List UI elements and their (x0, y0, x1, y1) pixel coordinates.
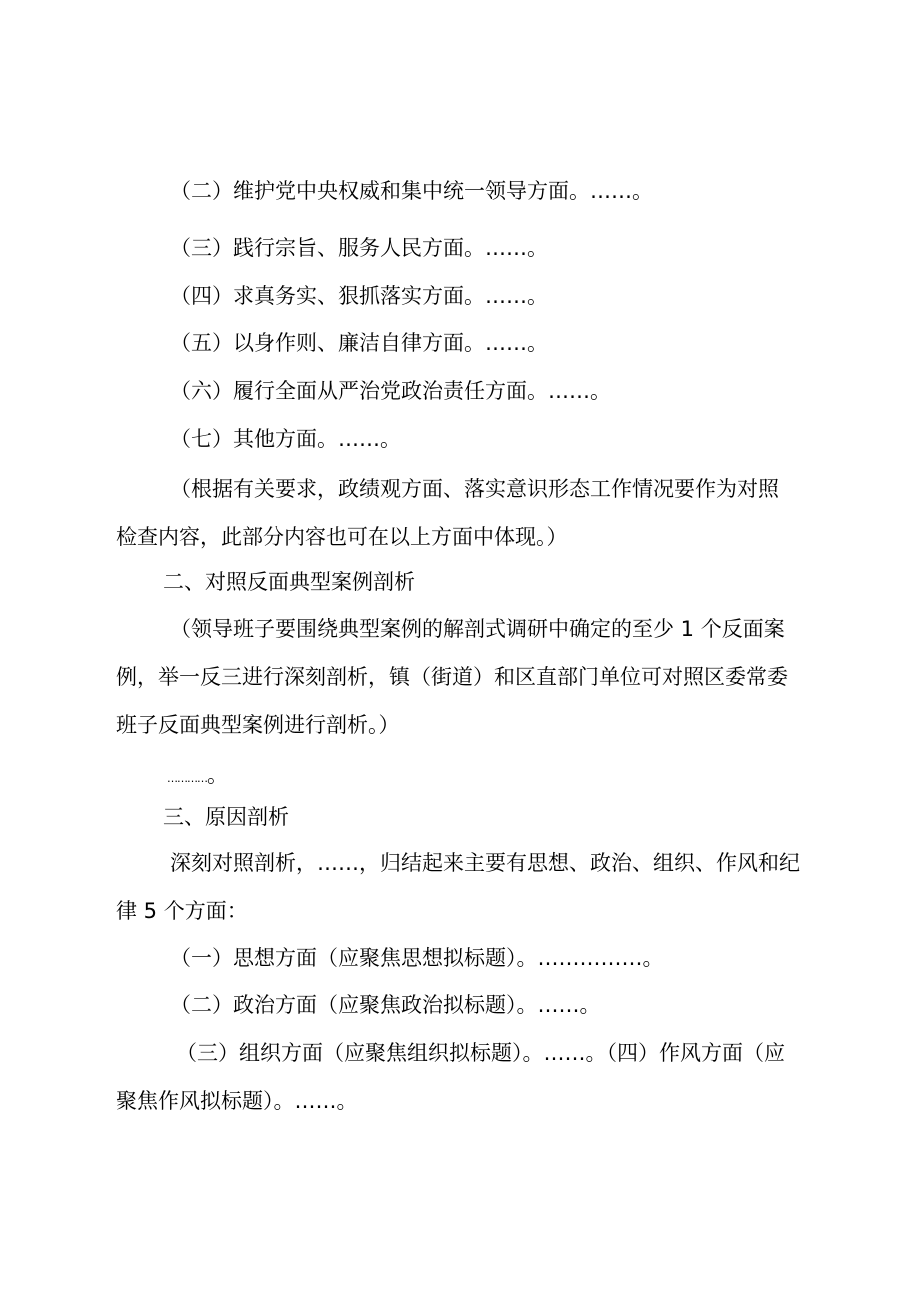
item-party-governance: （六）履行全面从严治党政治责任方面。……。 (170, 379, 611, 403)
placeholder-line (167, 760, 228, 794)
analysis-line-2: 律 5 个方面： (116, 899, 248, 923)
note-two-line-1: （领导班子要围绕典型案例的解剖式调研中确定的至少 1 个反面案 (170, 617, 785, 641)
section-heading-three: 三、原因剖析 (163, 805, 289, 829)
cause-politics: （二）政治方面（应聚焦政治拟标题）。……。 (170, 993, 601, 1017)
cause-organization-line-2: 聚焦作风拟标题）。……。 (116, 1089, 358, 1113)
item-seek-truth: （四）求真务实、狠抓落实方面。……。 (170, 284, 548, 308)
item-self-discipline: （五）以身作则、廉洁自律方面。……。 (170, 331, 548, 355)
placeholder-period: 。 (207, 763, 228, 787)
analysis-line-1: 深刻对照剖析，……，归结起来主要有思想、政治、组织、作风和纪 (170, 851, 800, 875)
note-one-line-2: 检查内容，此部分内容也可在以上方面中体现。） (116, 525, 568, 549)
note-two-line-3: 班子反面典型案例进行剖析。） (116, 713, 400, 737)
item-other: （七）其他方面。……。 (170, 427, 401, 451)
note-two-line-2: 例，举一反三进行深刻剖析，镇（街道）和区直部门单位可对照区委常委 (116, 665, 788, 689)
note-one-line-1: （根据有关要求，政绩观方面、落实意识形态工作情况要作为对照 (170, 477, 779, 501)
placeholder-dots: ………… (167, 772, 207, 785)
item-maintain-authority: （二）维护党中央权威和集中统一领导方面。……。 (170, 179, 653, 203)
section-heading-two: 二、对照反面典型案例剖析 (163, 570, 415, 594)
item-serve-people: （三）践行宗旨、服务人民方面。……。 (170, 236, 548, 260)
cause-organization-line-1: （三）组织方面（应聚焦组织拟标题）。……。（四）作风方面（应 (176, 1041, 785, 1065)
cause-ideology: （一）思想方面（应聚焦思想拟标题）。……………。 (170, 946, 664, 970)
